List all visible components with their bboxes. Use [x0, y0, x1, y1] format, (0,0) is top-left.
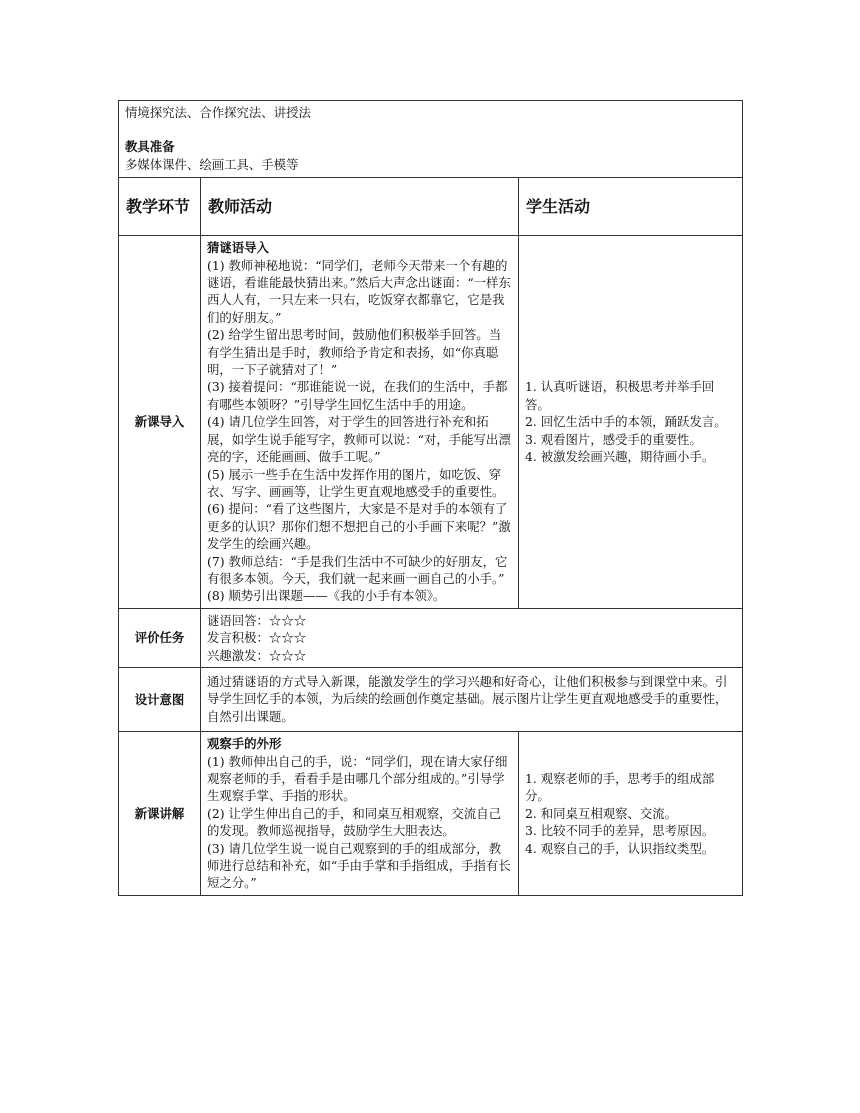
tools-list: 多媒体课件、绘画工具、手模等	[125, 156, 299, 172]
lecture-teacher-cell	[201, 732, 519, 896]
lecture-step: (3) 请几位学生说一说自己观察到的手的组成部分，教师进行总结和补充，如“手由手掌和手指组成，手指有长短之分。”	[207, 840, 511, 891]
top-info-row	[119, 101, 743, 178]
intro-step: (7) 教师总结：“手是我们生活中不可缺少的好朋友，它有很多本领。今天，我们就一起来画一画自己的小手。”	[207, 553, 508, 586]
intro-student-item: 2. 回忆生活中手的本领，踊跃发言。	[525, 414, 727, 430]
intro-step: (4) 请几位学生回答，对于学生的回答进行补充和拓展，如学生说手能写字，教师可以说：“对，手能写出漂亮的字，还能画画、做手工呢。”	[207, 414, 511, 465]
intro-label: 新课导入	[119, 236, 201, 609]
intro-student-item: 4. 被激发绘画兴趣，期待画小手。	[525, 449, 715, 465]
teaching-methods: 情境探究法、合作探究法、讲授法	[125, 105, 311, 120]
evaluation-item: 发言积极：☆☆☆	[207, 630, 307, 646]
design-label: 设计意图	[119, 667, 201, 731]
intro-teacher-cell	[201, 236, 519, 609]
lecture-row	[119, 732, 743, 896]
intro-step: (8) 顺势引出课题——《我的小手有本领》。	[207, 588, 446, 604]
evaluation-item: 兴趣激发：☆☆☆	[207, 647, 307, 663]
design-row	[119, 667, 743, 731]
intro-step: (2) 给学生留出思考时间，鼓励他们积极举手回答。当有学生猜出是手时，教师给予肯定和表扬，如“你真聪明，一下子就猜对了！”	[207, 327, 502, 378]
evaluation-cell	[201, 608, 743, 667]
design-text: 通过猜谜语的方式导入新课，能激发学生的学习兴趣和好奇心，让他们积极参与到课堂中来。引导学生回忆手的本领，为后续的绘画创作奠定基础。展示图片让学生更直观地感受手的重要性，自然引出课题。	[207, 673, 728, 724]
header-teacher: 教师活动	[201, 178, 519, 236]
intro-student-item: 1. 认真听谜语，积极思考并举手回答。	[525, 379, 715, 412]
header-stage: 教学环节	[119, 178, 201, 236]
lesson-plan-table	[118, 100, 743, 896]
lecture-label: 新课讲解	[119, 732, 201, 896]
intro-step: (6) 提问：“看了这些图片，大家是不是对手的本领有了更多的认识？那你们想不想把自己的小手画下来呢？”激发学生的绘画兴趣。	[207, 501, 511, 552]
intro-student-cell	[519, 236, 743, 609]
intro-step: (1) 教师神秘地说：“同学们，老师今天带来一个有趣的谜语，看谁能最快猜出来。”然后大声念出谜面：“一样东西人人有，一只左来一只右，吃饭穿衣都靠它，它是我们的好朋友。”	[207, 257, 511, 325]
tools-title: 教具准备	[125, 139, 175, 155]
intro-row	[119, 236, 743, 609]
lecture-title: 观察手的外形	[207, 736, 282, 752]
evaluation-row	[119, 608, 743, 667]
lecture-step: (2) 让学生伸出自己的手，和同桌互相观察，交流自己的发现。教师巡视指导，鼓励学生大胆表达。	[207, 805, 502, 839]
intro-title: 猜谜语导入	[207, 240, 269, 256]
header-row	[119, 178, 743, 236]
header-student: 学生活动	[519, 178, 743, 236]
lecture-step: (1) 教师伸出自己的手，说：“同学们，现在请大家仔细观察老师的手，看看手是由哪几个部分组成的。”引导学生观察手掌、手指的形状。	[207, 753, 508, 804]
evaluation-label: 评价任务	[119, 608, 201, 667]
evaluation-item: 谜语回答：☆☆☆	[207, 612, 307, 628]
intro-step: (5) 展示一些手在生活中发挥作用的图片，如吃饭、穿衣、写字、画画等，让学生更直观地感受手的重要性。	[207, 466, 505, 499]
lecture-student-item: 1. 观察老师的手，思考手的组成部分。	[525, 771, 715, 804]
design-cell	[201, 667, 743, 731]
lecture-student-item: 2. 和同桌互相观察、交流。	[525, 805, 678, 821]
lecture-student-item: 4. 观察自己的手，认识指纹类型。	[525, 840, 715, 856]
lesson-plan-page	[118, 100, 742, 896]
intro-step: (3) 接着提问：“那谁能说一说，在我们的生活中，手都有哪些本领呀？”引导学生回忆生活中手的用途。	[207, 379, 508, 412]
lecture-student-cell	[519, 732, 743, 896]
intro-student-item: 3. 观看图片，感受手的重要性。	[525, 431, 702, 447]
lecture-student-item: 3. 比较不同手的差异，思考原因。	[525, 823, 715, 839]
